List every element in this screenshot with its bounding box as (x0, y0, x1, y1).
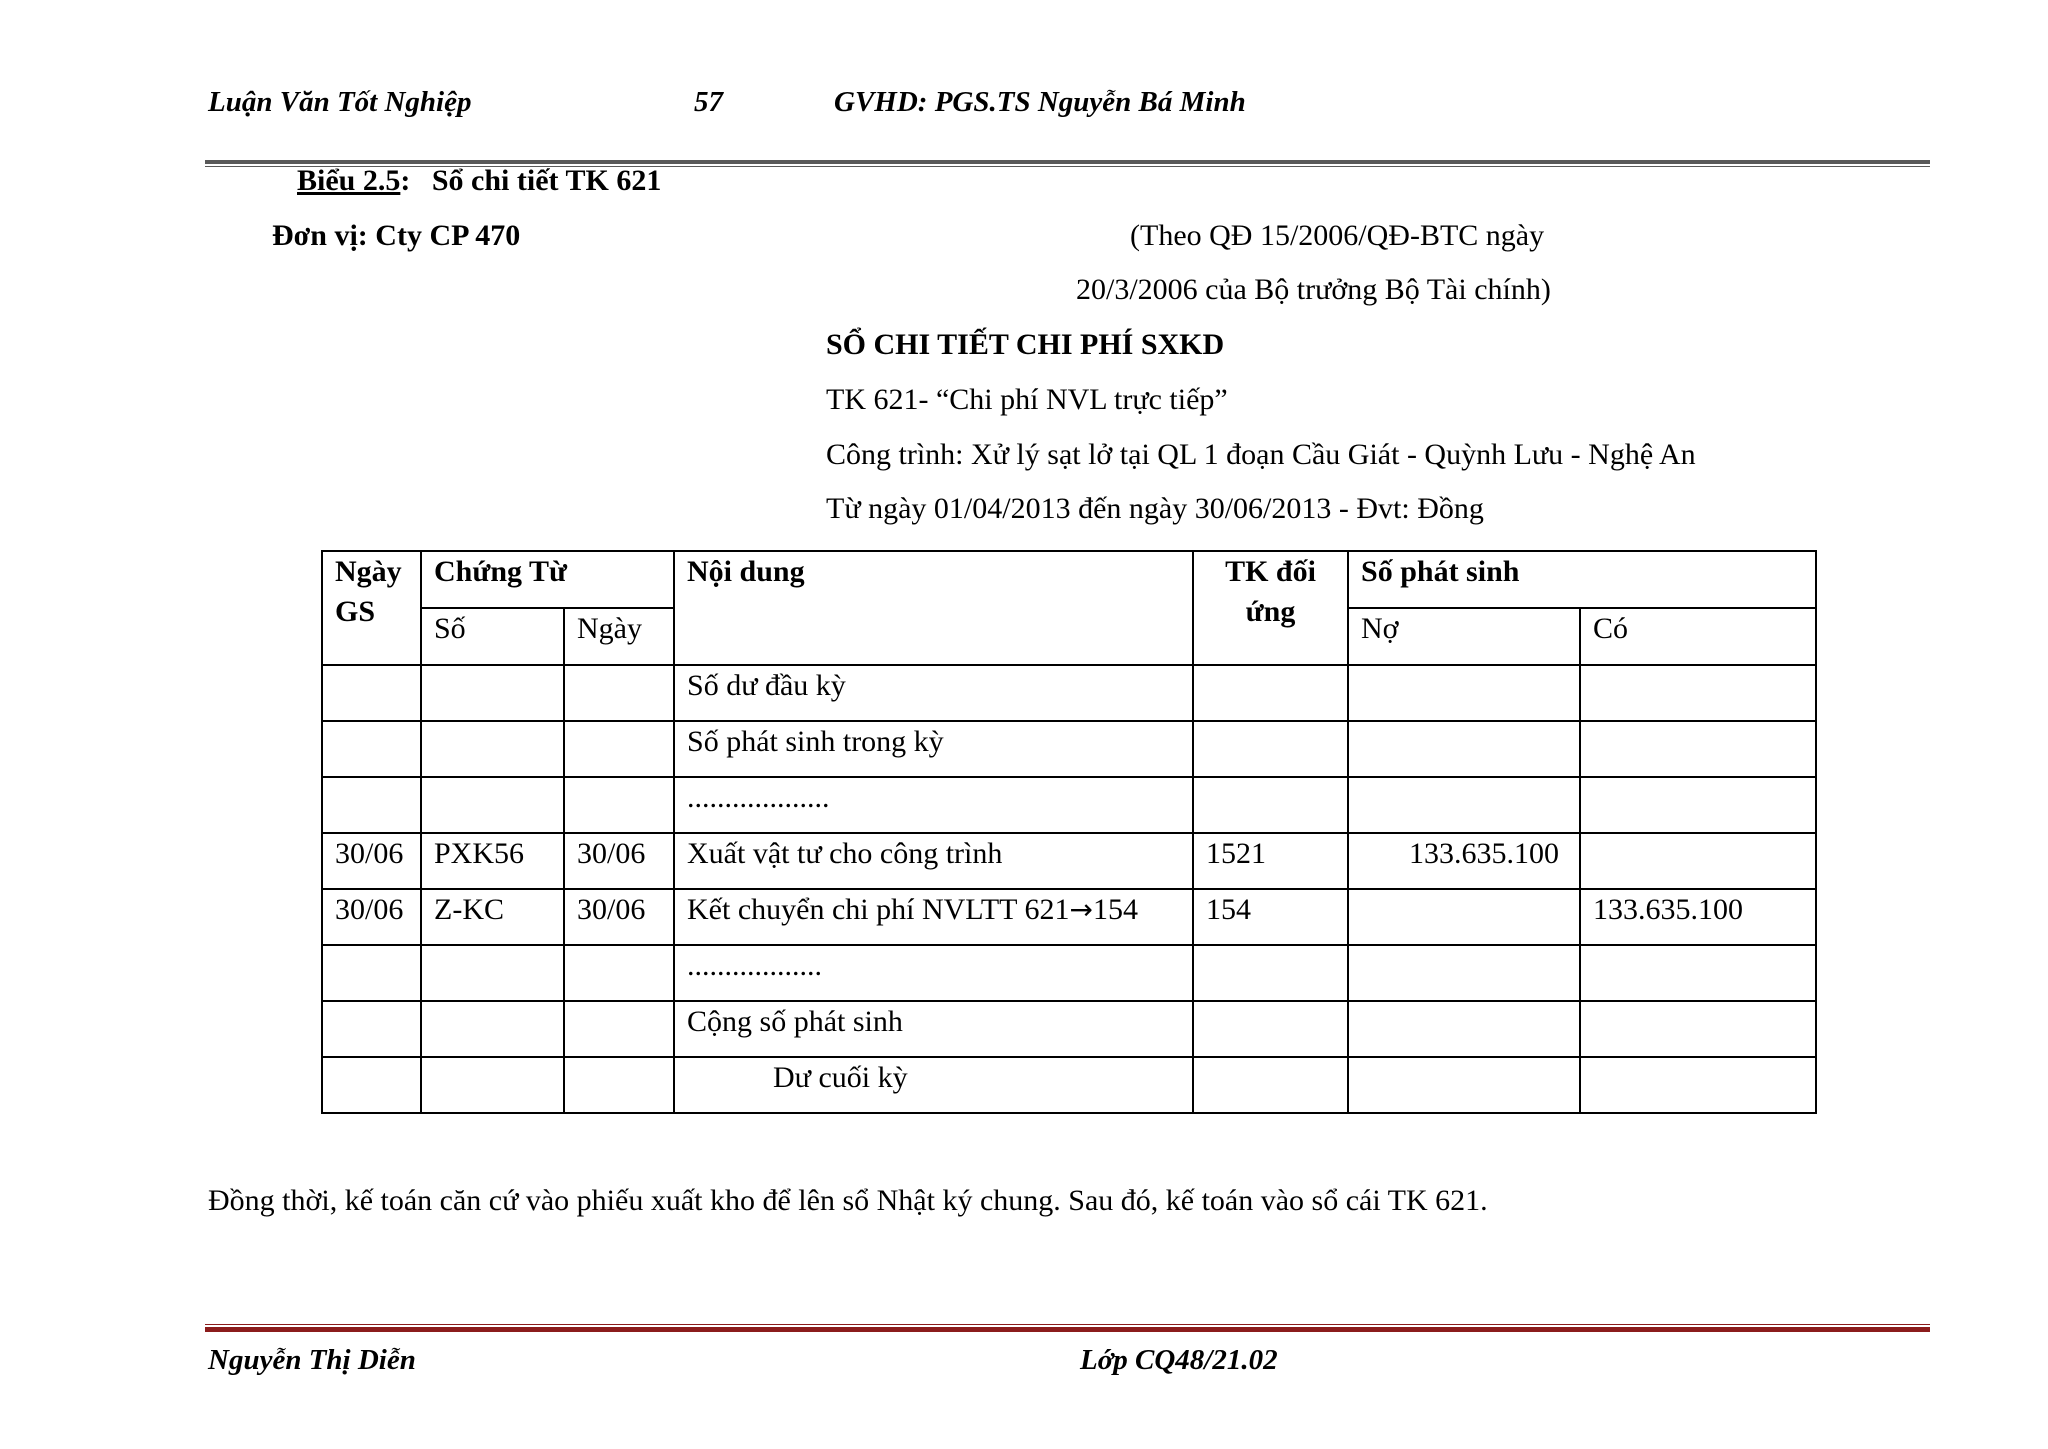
header-thesis-label: Luận Văn Tốt Nghiệp (208, 86, 472, 118)
col-header-content: Nội dung (674, 551, 1193, 665)
cell-content: Cộng số phát sinh (674, 1001, 1193, 1057)
cell-date (322, 665, 421, 721)
cell-voucher-date (564, 777, 674, 833)
cell-date: 30/06 (322, 833, 421, 889)
table-row (322, 721, 1816, 777)
right-arrow-icon: → (1069, 893, 1093, 926)
cell-content: ................... (674, 777, 1193, 833)
col-header-debit: Nợ (1348, 608, 1580, 665)
regulation-line-1: (Theo QĐ 15/2006/QĐ-BTC ngày (1130, 219, 1545, 252)
table-row (322, 665, 1816, 721)
form-caption (297, 164, 661, 198)
cell-contra (1193, 777, 1348, 833)
form-label-suffix: : (400, 164, 411, 197)
cell-contra (1193, 665, 1348, 721)
cell-voucher-no (421, 1057, 564, 1113)
col-header-voucher-date: Ngày (564, 608, 674, 665)
regulation-line-2: 20/3/2006 của Bộ trưởng Bộ Tài chính) (1076, 273, 1551, 306)
cell-date (322, 945, 421, 1001)
table-header-row-1 (322, 551, 1816, 608)
table-row (322, 1001, 1816, 1057)
body-paragraph: Đồng thời, kế toán căn cứ vào phiếu xuất kho để lên sổ Nhật ký chung. Sau đó, kế toán vào sổ cái TK 621. (208, 1184, 1488, 1217)
cell-voucher-no (421, 945, 564, 1001)
cell-credit (1580, 945, 1816, 1001)
cell-content: Kết chuyển chi phí NVLTT 621→154 (674, 889, 1193, 945)
ledger-table (321, 550, 1817, 1114)
cell-contra (1193, 1057, 1348, 1113)
unit-name: Đơn vị: Cty CP 470 (272, 219, 521, 252)
cell-debit (1348, 721, 1580, 777)
cell-debit (1348, 889, 1580, 945)
ledger-project: Công trình: Xử lý sạt lở tại QL 1 đoạn Cầu Giát - Quỳnh Lưu - Nghệ An (826, 438, 1696, 471)
cell-contra (1193, 1001, 1348, 1057)
cell-voucher-date: 30/06 (564, 889, 674, 945)
cell-voucher-no: Z-KC (421, 889, 564, 945)
form-label: Biểu 2.5 (297, 164, 401, 197)
cell-content: Số dư đầu kỳ (674, 665, 1193, 721)
form-title: Sổ chi tiết TK 621 (431, 164, 662, 197)
cell-credit (1580, 777, 1816, 833)
cell-voucher-date (564, 665, 674, 721)
cell-voucher-no: PXK56 (421, 833, 564, 889)
cell-voucher-date: 30/06 (564, 833, 674, 889)
footer-rule-thin (205, 1324, 1930, 1325)
cell-date: 30/06 (322, 889, 421, 945)
col-header-credit: Có (1580, 608, 1816, 665)
cell-credit (1580, 1001, 1816, 1057)
cell-credit (1580, 1057, 1816, 1113)
cell-content: Xuất vật tư cho công trình (674, 833, 1193, 889)
header-page-number: 57 (694, 86, 723, 118)
ledger-period: Từ ngày 01/04/2013 đến ngày 30/06/2013 - Đvt: Đồng (826, 492, 1484, 525)
cell-voucher-no (421, 721, 564, 777)
cell-debit: 133.635.100 (1348, 833, 1580, 889)
cell-debit (1348, 1057, 1580, 1113)
col-header-voucher-no: Số (421, 608, 564, 665)
cell-debit (1348, 1001, 1580, 1057)
col-header-voucher: Chứng Từ (421, 551, 674, 608)
cell-voucher-date (564, 945, 674, 1001)
col-header-amount: Số phát sinh (1348, 551, 1816, 608)
cell-content: .................. (674, 945, 1193, 1001)
table-row (322, 945, 1816, 1001)
cell-voucher-no (421, 1001, 564, 1057)
cell-credit (1580, 721, 1816, 777)
cell-contra (1193, 945, 1348, 1001)
col-header-contra: TK đối ứng (1193, 551, 1348, 665)
cell-date (322, 1001, 421, 1057)
ledger-title: SỔ CHI TIẾT CHI PHÍ SXKD (826, 328, 1225, 361)
cell-credit (1580, 665, 1816, 721)
cell-contra: 154 (1193, 889, 1348, 945)
cell-debit (1348, 945, 1580, 1001)
cell-date (322, 721, 421, 777)
cell-contra: 1521 (1193, 833, 1348, 889)
table-row (322, 889, 1816, 945)
header-advisor: GVHD: PGS.TS Nguyễn Bá Minh (834, 86, 1246, 118)
cell-debit (1348, 665, 1580, 721)
cell-voucher-no (421, 777, 564, 833)
footer-author: Nguyễn Thị Diễn (208, 1344, 416, 1376)
table-row (322, 833, 1816, 889)
cell-voucher-no (421, 665, 564, 721)
ledger-account: TK 621- “Chi phí NVL trực tiếp” (826, 383, 1228, 416)
cell-credit (1580, 833, 1816, 889)
footer-rule (205, 1327, 1930, 1332)
cell-date (322, 777, 421, 833)
cell-contra (1193, 721, 1348, 777)
cell-voucher-date (564, 721, 674, 777)
table-row (322, 777, 1816, 833)
table-row (322, 1057, 1816, 1113)
cell-content: Dư cuối kỳ (674, 1057, 1193, 1113)
col-header-date: Ngày GS (322, 551, 421, 665)
cell-voucher-date (564, 1057, 674, 1113)
cell-content: Số phát sinh trong kỳ (674, 721, 1193, 777)
cell-credit: 133.635.100 (1580, 889, 1816, 945)
cell-date (322, 1057, 421, 1113)
footer-class: Lớp CQ48/21.02 (1080, 1344, 1278, 1376)
cell-debit (1348, 777, 1580, 833)
cell-voucher-date (564, 1001, 674, 1057)
